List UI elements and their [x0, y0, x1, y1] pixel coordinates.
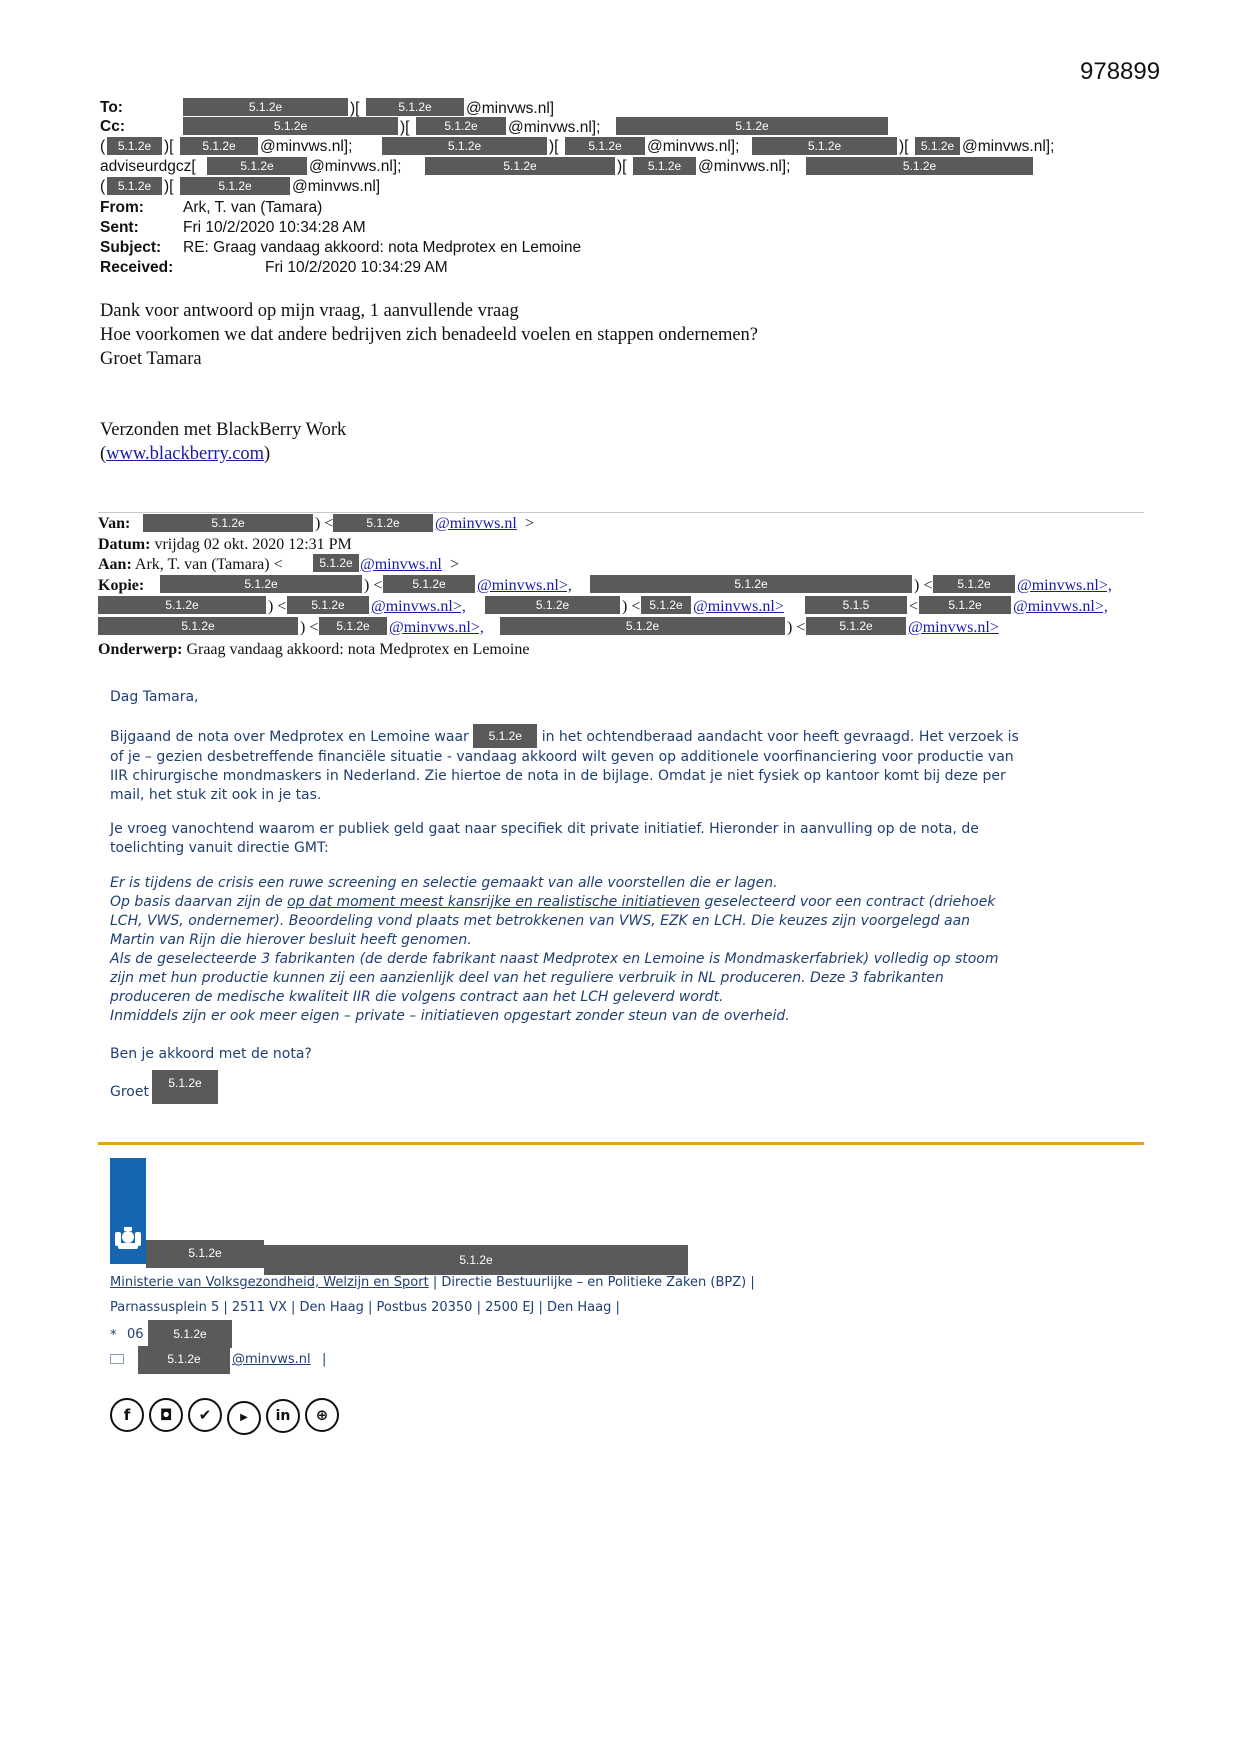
bracket: ) < — [300, 619, 319, 636]
cc-email-domain: @minvws.nl]; — [508, 119, 601, 136]
redaction: 5.1.2e — [183, 98, 348, 116]
mail-icon — [110, 1354, 124, 1364]
paragraph-1: Bijgaand de nota over Medprotex en Lemoine waar 5.1.2e in het ochtendberaad aandacht voor heeft gevraagd. Het verzoek is of je – gezien desbetreffende financiële situatie - vandaag akkoord wilt geven op additionele voorfinanciering voor productie van IIR chirurgische mondmaskers in Nederland. Zie hiertoe de nota in de bijlage. Omdat je niet fysiek op kantoor komt bij deze per mail, het stuk zit ook in je tas. — [110, 728, 1019, 805]
redaction: 5.1.2e — [500, 617, 785, 635]
kopie-email-link[interactable]: @minvws.nl>, — [389, 619, 484, 636]
blackberry-link[interactable]: www.blackberry.com — [106, 444, 265, 464]
from-value: Ark, T. van (Tamara) — [183, 199, 323, 216]
redaction: 5.1.2e — [180, 177, 290, 195]
redaction: 5.1.2e — [806, 617, 906, 635]
redaction: 5.1.2e — [146, 1240, 264, 1268]
redaction: 5.1.2e — [98, 617, 298, 635]
redaction: 5.1.2e — [152, 1070, 218, 1104]
bracket: ) < — [268, 598, 287, 615]
bracket: ) < — [914, 577, 933, 594]
signature-address: Parnassusplein 5 | 2511 VX | Den Haag | Postbus 20350 | 2500 EJ | Den Haag | — [110, 1300, 620, 1315]
separator-line — [98, 512, 1144, 513]
subject-value: RE: Graag vandaag akkoord: nota Medprotex en Lemoine — [183, 239, 582, 256]
rijksoverheid-logo — [110, 1158, 146, 1264]
youtube-icon[interactable]: ▶ — [227, 1401, 261, 1435]
phone-bullet: * — [110, 1328, 117, 1343]
phone-prefix: 06 — [127, 1327, 144, 1342]
received-label: Received: — [100, 259, 174, 276]
received-value: Fri 10/2/2020 10:34:29 AM — [265, 259, 448, 276]
bracket: ) < — [315, 515, 334, 532]
reply-line: Hoe voorkomen we dat andere bedrijven zich benadeeld voelen en stappen ondernemen? — [100, 325, 759, 345]
redaction: 5.1.2e — [806, 157, 1033, 175]
from-label: From: — [100, 199, 144, 216]
redaction: 5.1.2e — [107, 137, 162, 155]
linkedin-icon[interactable]: in — [266, 1399, 300, 1433]
bracket: )[ — [549, 138, 559, 155]
greeting: Dag Tamara, — [110, 689, 199, 705]
van-email-link[interactable]: @minvws.nl — [435, 515, 517, 532]
redaction: 5.1.2e — [160, 575, 362, 593]
bracket: )[ — [400, 119, 410, 136]
ministry-link[interactable]: Ministerie van Volksgezondheid, Welzijn en Sport — [110, 1275, 429, 1290]
redaction: 5.1.5 — [805, 596, 907, 614]
redaction: 5.1.2e — [180, 137, 258, 155]
redaction: 5.1.2e — [485, 596, 620, 614]
sent-label: Sent: — [100, 219, 139, 236]
gmt-explanation: Er is tijdens de crisis een ruwe screening en selectie gemaakt van alle voorstellen die er lagen. Op basis daarvan zijn de op dat moment meest kansrijke en realistische initiatieven geselecteerd voor een contract (driehoek LCH, VWS, ondernemer). Beoordeling vond plaats met betrokkenen van VWS, EZK en LCH. Die keuzes zijn voorgelegd aan Martin van Rijn die hierover besluit heeft genomen. Als de geselecteerde 3 fabrikanten (de derde fabrikant naast Medprotex en Lemoine is Mondmaskerfabriek) volledig op stoom zijn met hun productie kunnen zij een aanzienlijk deel van het reguliere verbruik in NL produceren. Deze 3 fabrikanten produceren de medische kwaliteit IIR die volgens contract aan het LCH geleverd wordt. Inmiddels zijn er ook meer eigen – private – initiatieven opgestart zonder steun van de overheid. — [110, 875, 999, 1024]
kopie-email-link[interactable]: @minvws.nl> — [693, 598, 784, 615]
signature-divider — [98, 1142, 1144, 1145]
bracket: ) < — [364, 577, 383, 594]
document-number: 978899 — [1080, 58, 1161, 85]
closing-groet: Groet — [110, 1084, 149, 1100]
crest-icon — [110, 1158, 146, 1264]
bracket: ) < — [622, 598, 641, 615]
blackberry-sent-text: Verzonden met BlackBerry Work — [100, 420, 347, 440]
subject-label: Subject: — [100, 239, 162, 256]
redaction: 5.1.2e — [752, 137, 897, 155]
cc-email-domain: @minvws.nl]; — [260, 138, 353, 155]
reply-line: Groet Tamara — [100, 349, 202, 369]
bracket: > — [450, 556, 460, 573]
reply-line: Dank voor antwoord op mijn vraag, 1 aanvullende vraag — [100, 301, 519, 321]
redaction: 5.1.2e — [919, 596, 1011, 614]
bracket: )[ — [617, 158, 627, 175]
sent-value: Fri 10/2/2020 10:34:28 AM — [183, 219, 366, 236]
paragraph-2: Je vroeg vanochtend waarom er publiek geld gaat naar specifiek dit private initiatief. Hieronder in aanvulling op de nota, de toelichting vanuit directie GMT: — [110, 821, 979, 856]
redaction: 5.1.2e — [933, 575, 1015, 593]
email-pipe: | — [322, 1352, 327, 1367]
redaction: 5.1.2e — [425, 157, 615, 175]
kopie-email-link[interactable]: @minvws.nl> — [908, 619, 999, 636]
redaction: 5.1.2e — [313, 554, 359, 572]
to-label: To: — [100, 99, 123, 116]
bracket: > — [525, 515, 535, 532]
adviseur-address: adviseurdgcz[ — [100, 158, 196, 175]
redaction: 5.1.2e — [287, 596, 369, 614]
redaction: 5.1.2e — [264, 1245, 688, 1275]
instagram-icon[interactable]: ◘ — [149, 1398, 183, 1432]
redaction: 5.1.2e — [333, 514, 433, 532]
van-label: Van: — [98, 515, 131, 532]
redaction: 5.1.2e — [319, 617, 387, 635]
kopie-email-link[interactable]: @minvws.nl>, — [1013, 598, 1108, 615]
question: Ben je akkoord met de nota? — [110, 1046, 312, 1062]
kopie-email-link[interactable]: @minvws.nl>, — [1017, 577, 1112, 594]
bracket: )[ — [164, 138, 174, 155]
facebook-icon[interactable]: f — [110, 1398, 144, 1432]
redaction: 5.1.2e — [98, 596, 266, 614]
redaction: 5.1.2e — [207, 157, 307, 175]
cc-email-domain: @minvws.nl]; — [698, 158, 791, 175]
bracket: < — [909, 598, 919, 615]
bracket: )[ — [164, 178, 174, 195]
globe-icon[interactable]: ⊕ — [305, 1398, 339, 1432]
cc-email-domain: @minvws.nl] — [292, 178, 381, 195]
signature-ministry-line: Ministerie van Volksgezondheid, Welzijn en Sport | Directie Bestuurlijke – en Politieke Zaken (BPZ) | — [110, 1275, 755, 1290]
cc-email-domain: @minvws.nl]; — [647, 138, 740, 155]
blackberry-signature: Verzonden met BlackBerry Work (www.blackberry.com) — [100, 420, 347, 464]
redaction: 5.1.2e — [183, 117, 398, 135]
cc-label: Cc: — [100, 118, 125, 135]
redaction: 5.1.2e — [138, 1346, 230, 1374]
kopie-email-link[interactable]: @minvws.nl>, — [477, 577, 572, 594]
redaction: 5.1.2e — [915, 137, 960, 155]
bracket: ( — [100, 178, 106, 195]
datum-row: Datum: vrijdag 02 okt. 2020 12:31 PM — [98, 536, 352, 553]
redaction: 5.1.2e — [382, 137, 547, 155]
aan-email-link[interactable]: @minvws.nl — [360, 556, 442, 573]
redaction: 5.1.2e — [473, 724, 537, 748]
redaction: 5.1.2e — [366, 98, 464, 116]
bracket: ) < — [787, 619, 806, 636]
aan-row: Aan: Ark, T. van (Tamara) < — [98, 556, 283, 573]
redaction: 5.1.2e — [590, 575, 912, 593]
redaction: 5.1.2e — [148, 1320, 232, 1348]
bracket: ( — [100, 138, 106, 155]
redaction: 5.1.2e — [641, 596, 691, 614]
redaction: 5.1.2e — [565, 137, 645, 155]
twitter-icon[interactable]: ✔ — [188, 1398, 222, 1432]
redaction: 5.1.2e — [616, 117, 888, 135]
kopie-email-link[interactable]: @minvws.nl>, — [371, 598, 466, 615]
redaction: 5.1.2e — [416, 117, 506, 135]
to-email-domain: @minvws.nl] — [466, 100, 555, 117]
kopie-label: Kopie: — [98, 577, 145, 594]
redaction: 5.1.2e — [383, 575, 475, 593]
reply-body — [100, 299, 758, 371]
redaction: 5.1.2e — [107, 177, 162, 195]
redaction: 5.1.2e — [143, 514, 313, 532]
bracket: )[ — [899, 138, 909, 155]
onderwerp-row: Onderwerp: Graag vandaag akkoord: nota Medprotex en Lemoine — [98, 641, 530, 658]
bracket: )[ — [350, 100, 360, 117]
redaction: 5.1.2e — [633, 157, 696, 175]
social-icons — [110, 1398, 344, 1435]
cc-email-domain: @minvws.nl]; — [309, 158, 402, 175]
signature-email-link[interactable]: @minvws.nl — [232, 1352, 311, 1367]
cc-email-domain: @minvws.nl]; — [962, 138, 1055, 155]
